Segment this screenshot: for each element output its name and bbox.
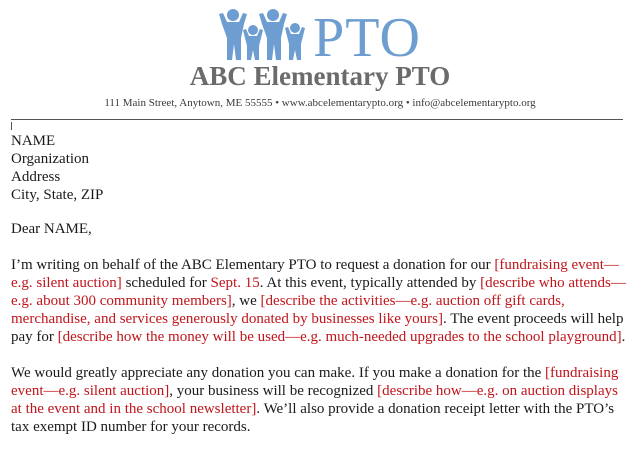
text-run: , your business will be recognized	[169, 383, 378, 399]
text-run: , we	[231, 293, 261, 309]
salutation: Dear NAME,	[11, 221, 92, 237]
placeholder-attendees: [describe who attends—e.g. about 300 community members]	[11, 275, 626, 309]
contact-info-line: 111 Main Street, Anytown, ME 55555 • www.abcelementarypto.org • info@abcelementarypto.org	[104, 97, 536, 109]
letterhead	[0, 0, 640, 122]
text-run: I’m writing on behalf of the ABC Elementary PTO to request a donation for our	[11, 257, 495, 273]
placeholder-event-date: Sept. 15	[210, 275, 260, 291]
letter-body[interactable]	[11, 132, 631, 436]
text-run: . The event proceeds will help pay for	[11, 311, 624, 345]
placeholder-money-use: [describe how the money will be used—e.g. much-needed upgrades to the school playground]	[57, 329, 622, 345]
placeholder-fundraising-event: [fundraising event—e.g. silent auction]	[11, 257, 619, 291]
text-run: scheduled for	[121, 275, 211, 291]
header-divider	[11, 119, 623, 120]
logo-wordmark: PTO	[313, 7, 421, 69]
family-figures-icon	[219, 8, 315, 62]
recipient-city-state-zip: City, State, ZIP	[11, 187, 104, 203]
placeholder-activities: [describe the activities—e.g. auction off gift cards, merchandise, and services generously donated by businesses like yours]	[11, 293, 565, 327]
recipient-address: Address	[11, 169, 61, 185]
pto-logo	[0, 6, 640, 69]
paragraph-request	[11, 256, 631, 346]
recipient-name: NAME	[11, 133, 56, 149]
paragraph-recognition	[11, 364, 631, 436]
text-cursor	[11, 122, 12, 130]
text-run: . At this event, typically attended by	[259, 275, 481, 291]
recipient-organization: Organization	[11, 151, 90, 167]
text-run: We would greatly appreciate any donation you can make. If you make a donation for the	[11, 365, 546, 381]
organization-title: ABC Elementary PTO	[189, 61, 451, 91]
text-run: .	[621, 329, 626, 345]
placeholder-recognition: [describe how—e.g. on auction displays at the event and in the school newsletter]	[11, 383, 618, 417]
recipient-address-block	[11, 132, 631, 204]
placeholder-fundraising-event: [fundraising event—e.g. silent auction]	[11, 365, 619, 399]
text-run: . We’ll also provide a donation receipt letter with the PTO’s tax exempt ID number for your records.	[11, 401, 615, 435]
